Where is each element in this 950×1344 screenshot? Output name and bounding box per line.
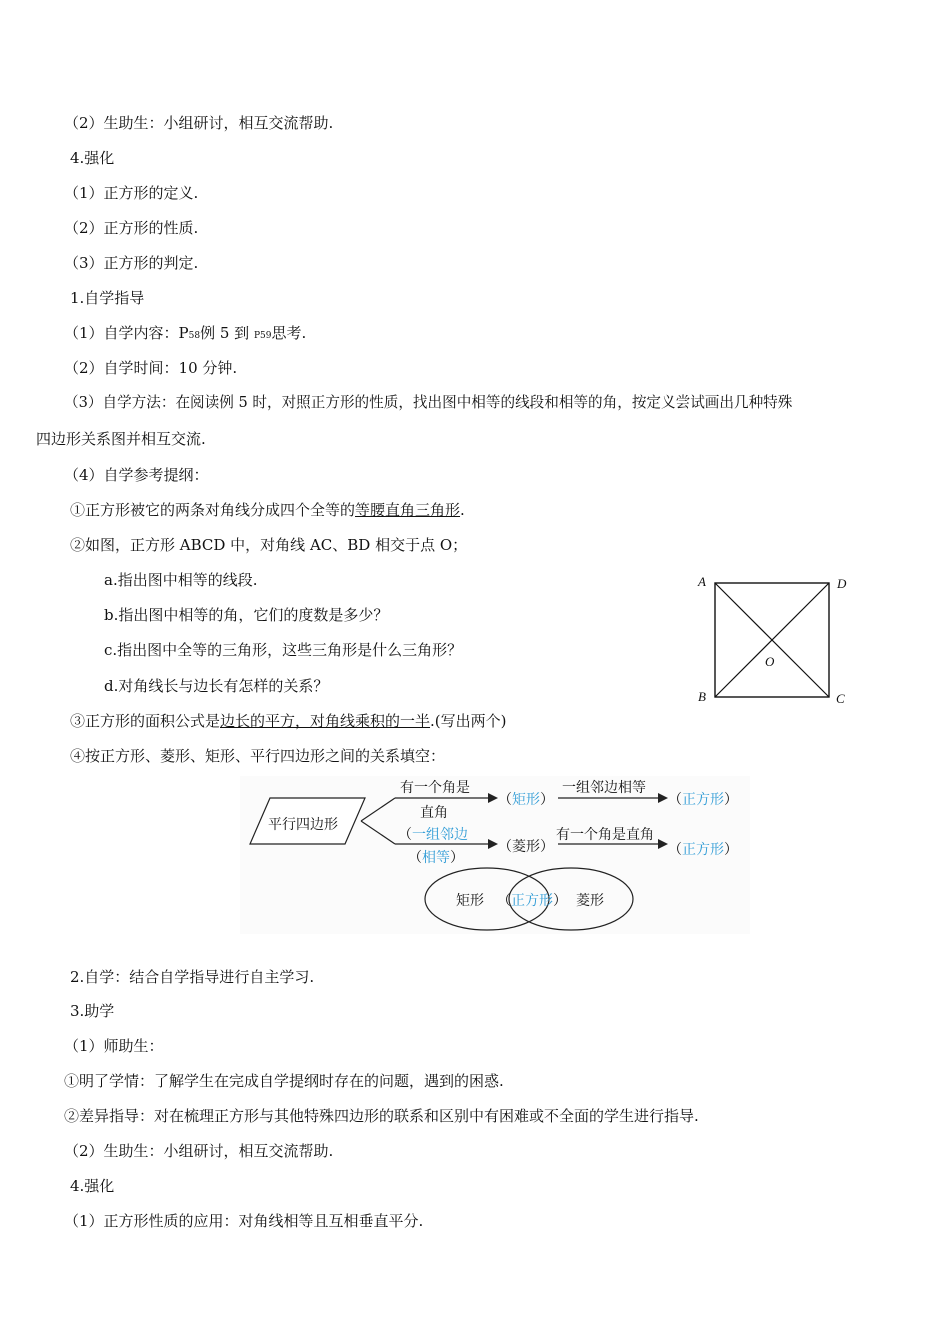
text-span: ③正方形的面积公式是 <box>70 712 221 730</box>
relation-flowchart <box>240 776 750 934</box>
text-span: 例 5 到 <box>200 324 254 342</box>
bottom-result-rhombus: （菱形） <box>498 839 554 855</box>
text-line: （2）生助生：小组研讨，相互交流帮助. <box>64 114 334 132</box>
text-line: （2）正方形的性质. <box>64 219 199 237</box>
center-label-o: O <box>765 654 775 669</box>
arrowhead <box>658 839 668 849</box>
text-line <box>70 500 465 520</box>
text-line: （2）自学时间：10 分钟. <box>64 359 238 377</box>
venn-label-square <box>497 890 567 910</box>
text-span: . <box>460 501 465 519</box>
text-line: c.指出图中全等的三角形，这些三角形是什么三角形？ <box>104 641 463 659</box>
paren: ） <box>724 842 738 858</box>
vertex-label-b: B <box>698 689 706 704</box>
section-heading: 4.强化 <box>70 1177 115 1195</box>
answer-rectangle: 矩形 <box>512 792 540 808</box>
venn-label-rhombus: 菱形 <box>576 893 604 909</box>
text-line: （1）正方形的定义. <box>64 184 199 202</box>
paren: ） <box>540 792 554 808</box>
paren: ） <box>450 850 464 866</box>
paren: ） <box>553 893 567 909</box>
vertex-label-c: C <box>836 691 845 706</box>
section-heading: 3.助学 <box>70 1002 115 1020</box>
bottom-condition-3: 有一个角是直角 <box>556 827 654 843</box>
vertex-label-a: A <box>698 574 706 589</box>
parallelogram-label: 平行四边形 <box>268 817 338 833</box>
text-span: （1）自学内容：P <box>64 324 189 342</box>
bottom-condition-1 <box>398 824 468 844</box>
text-line: 四边形关系图并相互交流. <box>36 430 206 448</box>
text-line <box>70 711 507 731</box>
text-line: 2.自学：结合自学指导进行自主学习. <box>70 968 315 986</box>
answer-underlined: 等腰直角三角形 <box>355 501 461 519</box>
text-line: （1）正方形性质的应用：对角线相等且互相垂直平分. <box>64 1212 424 1230</box>
text-span: .(写出两个) <box>430 712 507 730</box>
square-diagram <box>690 572 860 712</box>
text-span: ①正方形被它的两条对角线分成四个全等的 <box>70 501 356 519</box>
text-line: （3）自学方法：在阅读例 5 时，对照正方形的性质，找出图中相等的线段和相等的角，按定义尝试画出几种特殊 <box>64 394 793 411</box>
answer-underlined: 边长的平方，对角线乘积的一半 <box>220 712 431 730</box>
branch-line-bottom <box>361 821 395 844</box>
venn-label-rectangle: 矩形 <box>456 893 484 909</box>
top-condition-2: 直角 <box>420 805 448 821</box>
paren: （ <box>398 827 412 843</box>
paren: （ <box>408 850 422 866</box>
text-line: ②如图，正方形 ABCD 中，对角线 AC、BD 相交于点 O； <box>70 536 468 554</box>
text-line: （4）自学参考提纲： <box>64 466 209 484</box>
answer-square: 正方形 <box>511 893 553 909</box>
section-heading: 4.强化 <box>70 149 115 167</box>
text-line <box>64 323 306 346</box>
text-line: （2）生助生：小组研讨，相互交流帮助. <box>64 1142 334 1160</box>
section-heading: 1.自学指导 <box>70 289 145 307</box>
text-line: （3）正方形的判定. <box>64 254 199 272</box>
bottom-condition-2 <box>408 847 464 867</box>
top-result <box>498 789 554 809</box>
answer-adjacent-sides: 一组邻边 <box>412 827 468 843</box>
text-line: a.指出图中相等的线段. <box>104 571 258 589</box>
top-condition-1: 有一个角是 <box>400 780 470 796</box>
paren: （ <box>668 792 682 808</box>
top-condition-3: 一组邻边相等 <box>562 780 646 796</box>
paren: （ <box>498 792 512 808</box>
top-final <box>668 789 738 809</box>
vertex-label-d: D <box>837 576 847 591</box>
arrowhead <box>658 793 668 803</box>
answer-square: 正方形 <box>682 792 724 808</box>
subscript: P59 <box>253 331 272 341</box>
paren: ） <box>724 792 738 808</box>
branch-line-top <box>361 798 395 821</box>
square-figure <box>690 572 860 712</box>
text-line: ④按正方形、菱形、矩形、平行四边形之间的关系填空： <box>70 747 446 765</box>
paren: （ <box>497 893 511 909</box>
subscript: 58 <box>188 331 201 341</box>
arrowhead <box>488 793 498 803</box>
text-line: b.指出图中相等的角，它们的度数是多少？ <box>104 606 389 624</box>
arrowhead <box>488 839 498 849</box>
bottom-final <box>668 839 738 859</box>
text-line: （1）师助生： <box>64 1037 164 1055</box>
text-line: ②差异指导：对在梳理正方形与其他特殊四边形的联系和区别中有困难或不全面的学生进行指导. <box>64 1107 699 1125</box>
text-line: d.对角线长与边长有怎样的关系？ <box>104 677 329 695</box>
text-line: ①明了学情：了解学生在完成自学提纲时存在的问题，遇到的困惑. <box>64 1072 504 1090</box>
answer-square: 正方形 <box>682 842 724 858</box>
text-span: 思考. <box>271 324 307 342</box>
answer-equal: 相等 <box>422 850 450 866</box>
paren: （ <box>668 842 682 858</box>
